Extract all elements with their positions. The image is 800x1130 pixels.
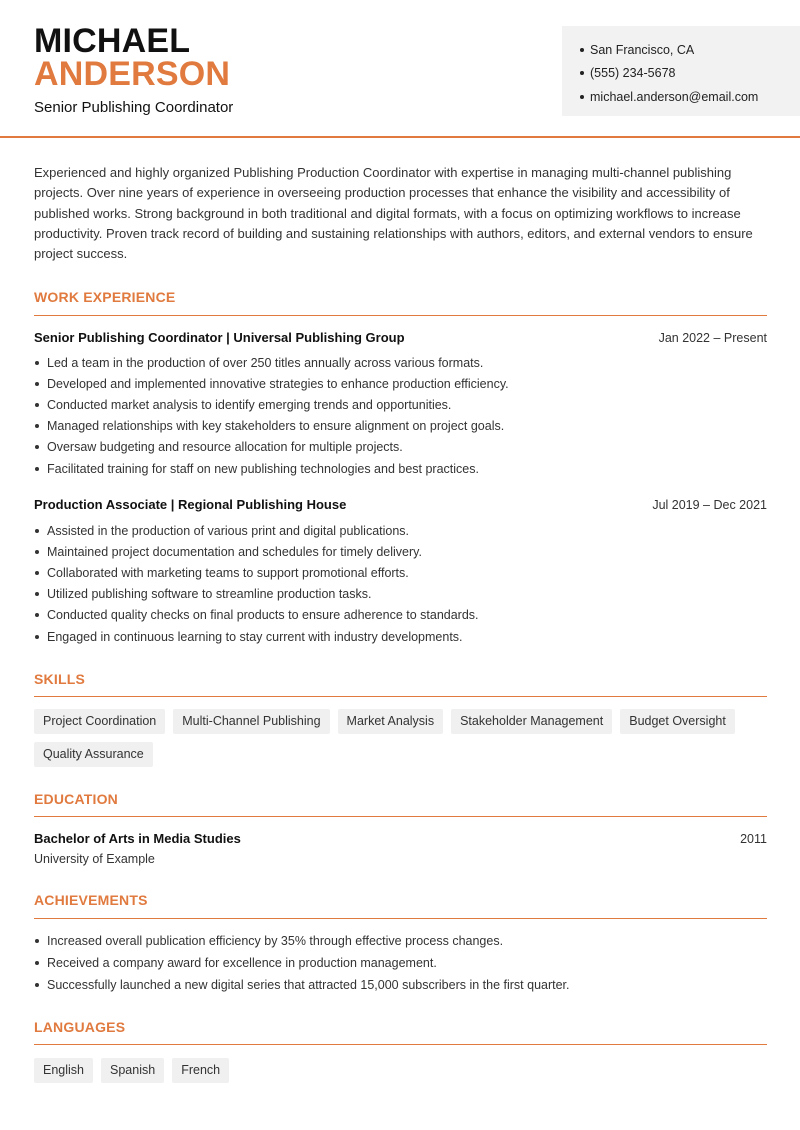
list-item (34, 626, 767, 647)
bullet-text: Collaborated with marketing teams to support promotional efforts. (47, 565, 409, 580)
resume-header (0, 0, 800, 138)
list-item (34, 952, 767, 974)
job-title: Senior Publishing Coordinator (34, 99, 234, 116)
list-item (34, 352, 767, 373)
list-item (34, 541, 767, 562)
job-bullets (34, 520, 767, 647)
school-name: University of Example (34, 852, 155, 866)
bullet-icon (35, 983, 39, 987)
section-divider (34, 315, 767, 316)
professional-summary: Experienced and highly organized Publishing Production Coordinator with expertise in managing multi-channel publishing projects. Over nine years of experience in overseeing production processes that enhance the visibility and accessibility of published works. Strong background in both traditional and digital formats, with a focus on optimizing workflows to increase productivity. Proven track record of building and sustaining relationships with authors, editors, and external vendors to ensure project success. (34, 165, 753, 262)
bullet-icon (35, 939, 39, 943)
language-chip: Spanish (101, 1058, 164, 1083)
bullet-icon (580, 71, 584, 75)
contact-box (562, 26, 800, 116)
section-divider (34, 816, 767, 817)
list-item (34, 394, 767, 415)
bullet-icon (580, 95, 584, 99)
degree: Bachelor of Arts in Media Studies (34, 831, 241, 846)
education-header (34, 831, 767, 846)
bullet-text: Led a team in the production of over 250 titles annually across various formats. (47, 355, 484, 370)
section-title-education: EDUCATION (34, 791, 118, 807)
graduation-year: 2011 (740, 832, 767, 846)
skill-chip: Project Coordination (34, 709, 165, 734)
bullet-icon (35, 361, 39, 365)
list-item (34, 373, 767, 394)
bullet-text: Maintained project documentation and schedules for timely delivery. (47, 544, 422, 559)
bullet-text: Successfully launched a new digital series that attracted 15,000 subscribers in the first quarter. (47, 978, 570, 992)
skill-chip: Quality Assurance (34, 742, 153, 767)
job-header (34, 330, 767, 345)
first-name: MICHAEL (34, 22, 191, 60)
bullet-icon (35, 467, 39, 471)
bullet-text: Assisted in the production of various print and digital publications. (47, 523, 410, 538)
contact-email[interactable] (580, 85, 800, 109)
languages-list (34, 1058, 767, 1083)
contact-location-text: San Francisco, CA (590, 42, 695, 57)
bullet-icon (35, 424, 39, 428)
list-item (34, 520, 767, 541)
bullet-icon (35, 403, 39, 407)
list-item (34, 974, 767, 996)
bullet-icon (35, 592, 39, 596)
contact-phone-text: (555) 234-5678 (590, 66, 676, 81)
bullet-icon (35, 445, 39, 449)
list-item (34, 416, 767, 437)
list-item (34, 584, 767, 605)
bullet-icon (35, 571, 39, 575)
list-item (34, 437, 767, 458)
contact-phone (580, 62, 800, 86)
job-role: Production Associate | Regional Publishing House (34, 497, 347, 512)
section-title-languages: LANGUAGES (34, 1019, 126, 1035)
skills-list (34, 709, 767, 767)
list-item (34, 562, 767, 583)
job-role: Senior Publishing Coordinator | Universal Publishing Group (34, 330, 405, 345)
list-item (34, 605, 767, 626)
bullet-text: Managed relationships with key stakeholders to ensure alignment on project goals. (47, 419, 505, 434)
job-dates: Jul 2019 – Dec 2021 (652, 498, 767, 512)
contact-email-text[interactable]: michael.anderson@email.com (590, 89, 759, 104)
bullet-icon (35, 382, 39, 386)
skill-chip: Budget Oversight (620, 709, 735, 734)
list-item (34, 458, 767, 479)
bullet-text: Conducted market analysis to identify emerging trends and opportunities. (47, 397, 452, 412)
section-title-achievements: ACHIEVEMENTS (34, 892, 148, 908)
bullet-icon (35, 635, 39, 639)
bullet-icon (35, 529, 39, 533)
bullet-icon (35, 550, 39, 554)
bullet-text: Increased overall publication efficiency by 35% through effective process changes. (47, 934, 504, 948)
bullet-text: Facilitated training for staff on new publishing technologies and best practices. (47, 461, 479, 476)
bullet-icon (35, 961, 39, 965)
list-item (34, 930, 767, 952)
skill-chip: Stakeholder Management (451, 709, 612, 734)
bullet-text: Conducted quality checks on final products to ensure adherence to standards. (47, 608, 479, 623)
bullet-text: Oversaw budgeting and resource allocation for multiple projects. (47, 440, 403, 455)
section-divider (34, 1044, 767, 1045)
bullet-text: Received a company award for excellence in production management. (47, 956, 437, 970)
job-header (34, 497, 767, 512)
section-title-work: WORK EXPERIENCE (34, 289, 176, 305)
language-chip: English (34, 1058, 93, 1083)
bullet-text: Engaged in continuous learning to stay current with industry developments. (47, 629, 463, 644)
skill-chip: Multi-Channel Publishing (173, 709, 329, 734)
contact-location (580, 38, 800, 62)
section-title-skills: SKILLS (34, 671, 85, 687)
bullet-icon (580, 48, 584, 52)
last-name: ANDERSON (34, 55, 231, 93)
job-bullets (34, 352, 767, 479)
language-chip: French (172, 1058, 229, 1083)
bullet-text: Utilized publishing software to streamline production tasks. (47, 587, 372, 602)
section-divider (34, 696, 767, 697)
skill-chip: Market Analysis (338, 709, 444, 734)
section-divider (34, 918, 767, 919)
job-dates: Jan 2022 – Present (658, 331, 767, 345)
bullet-text: Developed and implemented innovative strategies to enhance production efficiency. (47, 376, 509, 391)
bullet-icon (35, 613, 39, 617)
achievements-list (34, 930, 767, 996)
